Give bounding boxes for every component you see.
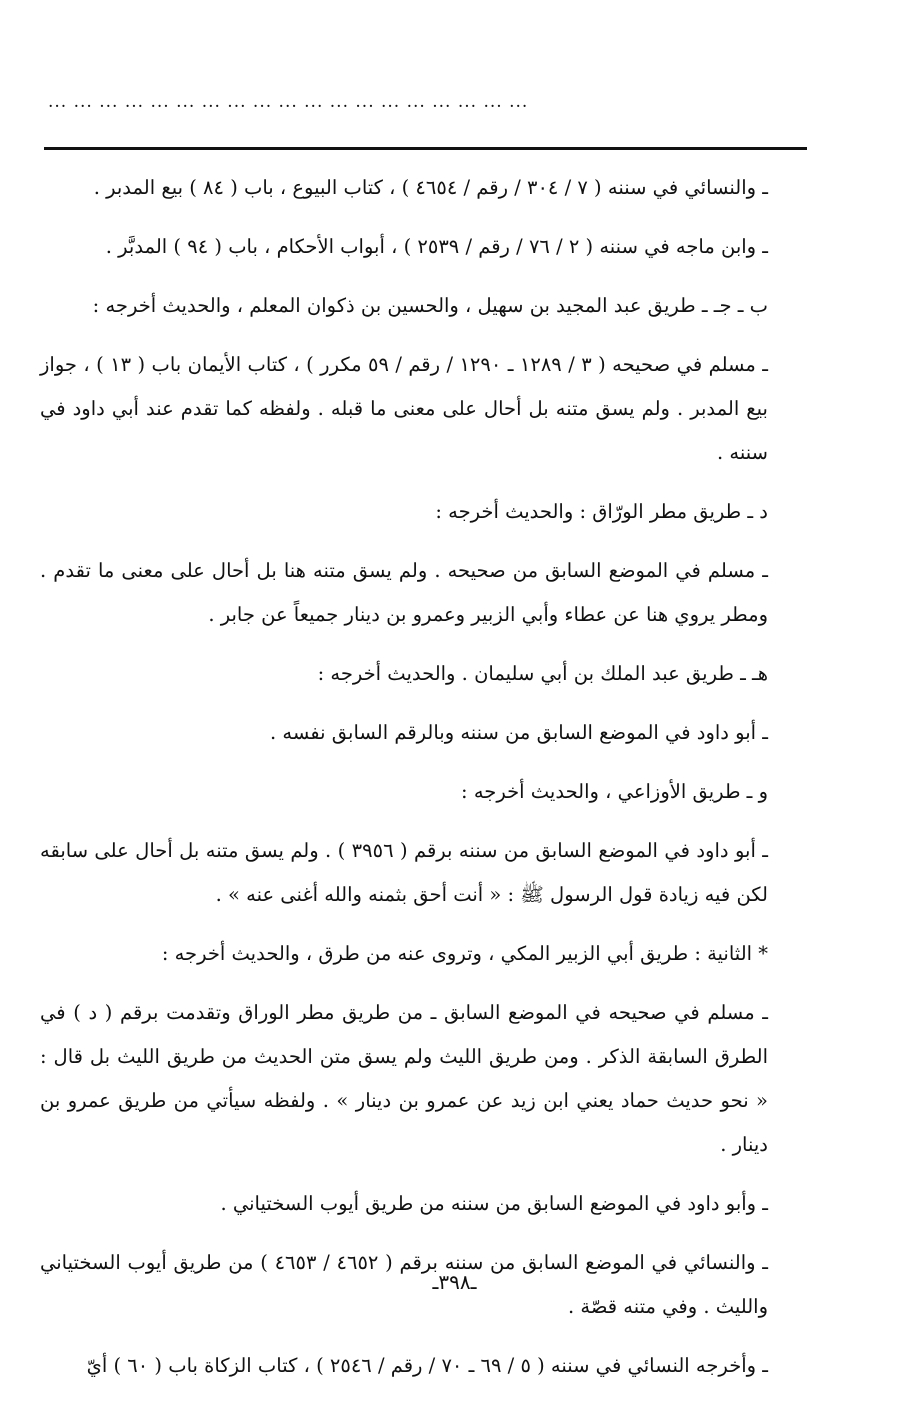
paragraph-abu-dawud-2: ـ أبو داود في الموضع السابق من سننه برقم ( ٣٩٥٦ ) . ولم يسق متنه بل أحال على سابقه لكن فيه زيادة قول الرسول ﷺ : « أنت أحق بثمنه والله أغنى عنه » . [40, 839, 768, 906]
paragraph-nasai-3: ـ وأخرجه النسائي في سننه ( ٥ / ٦٩ ـ ٧٠ / رقم / ٢٥٤٦ ) ، كتاب الزكاة باب ( ٦٠ ) أيّ [86, 1354, 768, 1377]
paragraph-ibn-majah: ـ وابن ماجه في سننه ( ٢ / ٧٦ / رقم / ٢٥٣٩ ) ، أبواب الأحكام ، باب ( ٩٤ ) المدبَّر . [105, 235, 768, 258]
paragraph-muslim-2: ـ مسلم في الموضع السابق من صحيحه . ولم يسق متنه هنا بل أحال على معنى ما تقدم . ومطر يروي هنا عن عطاء وأبي الزبير وعمرو بن دينار جميعاً عن جابر . [40, 559, 768, 626]
paragraph-nasai-1: ـ والنسائي في سننه ( ٧ / ٣٠٤ / رقم / ٤٦٥٤ ) ، كتاب البيوع ، باب ( ٨٤ ) بيع المدبر . [93, 176, 768, 199]
paragraph-route-b-c: ب ـ جـ ـ طريق عبد المجيد بن سهيل ، والحسين بن ذكوان المعلم ، والحديث أخرجه : [92, 294, 768, 317]
paragraph-second-route: * الثانية : طريق أبي الزبير المكي ، وتروى عنه من طرق ، والحديث أخرجه : [161, 942, 768, 965]
paragraph-abu-dawud-3: ـ وأبو داود في الموضع السابق من سننه من طريق أيوب السختياني . [220, 1192, 768, 1215]
paragraph-route-d: د ـ طريق مطر الورّاق : والحديث أخرجه : [435, 500, 768, 523]
page-number: ـ٣٩٨ـ [432, 1270, 477, 1294]
paragraph-muslim-3: ـ مسلم في صحيحه في الموضع السابق ـ من طريق مطر الوراق وتقدمت برقم ( د ) في الطرق السابقة الذكر . ومن طريق الليث ولم يسق متن الحديث من طريق الليث بل قال : « نحو حديث حماد يعني ابن زيد عن عمرو بن دينار » . ولفظه سيأتي من طريق عمرو بن دينار . [40, 1001, 768, 1156]
paragraph-route-w: و ـ طريق الأوزاعي ، والحديث أخرجه : [461, 780, 768, 803]
paragraph-muslim-1: ـ مسلم في صحيحه ( ٣ / ١٢٨٩ ـ ١٢٩٠ / رقم / ٥٩ مكرر ) ، كتاب الأيمان باب ( ١٣ ) ، جواز بيع المدبر . ولم يسق متنه بل أحال على معنى ما قبله . ولفظه كما تقدم عند أبي داود في سننه . [40, 353, 768, 464]
header-dots: ... ... ... ... ... ... ... ... ... ... ... ... ... ... ... ... ... ... ... [48, 92, 529, 112]
paragraph-nasai-2: ـ والنسائي في الموضع السابق من سننه برقم ( ٤٦٥٢ / ٤٦٥٣ ) من طريق أيوب السختياني والليث . وفي متنه قصّة . [40, 1251, 768, 1318]
paragraph-route-h: هـ ـ طريق عبد الملك بن أبي سليمان . والحديث أخرجه : [317, 662, 768, 685]
footnote-text [40, 166, 768, 1403]
separator-rule [44, 147, 807, 150]
paragraph-abu-dawud-1: ـ أبو داود في الموضع السابق من سننه وبالرقم السابق نفسه . [270, 721, 768, 744]
